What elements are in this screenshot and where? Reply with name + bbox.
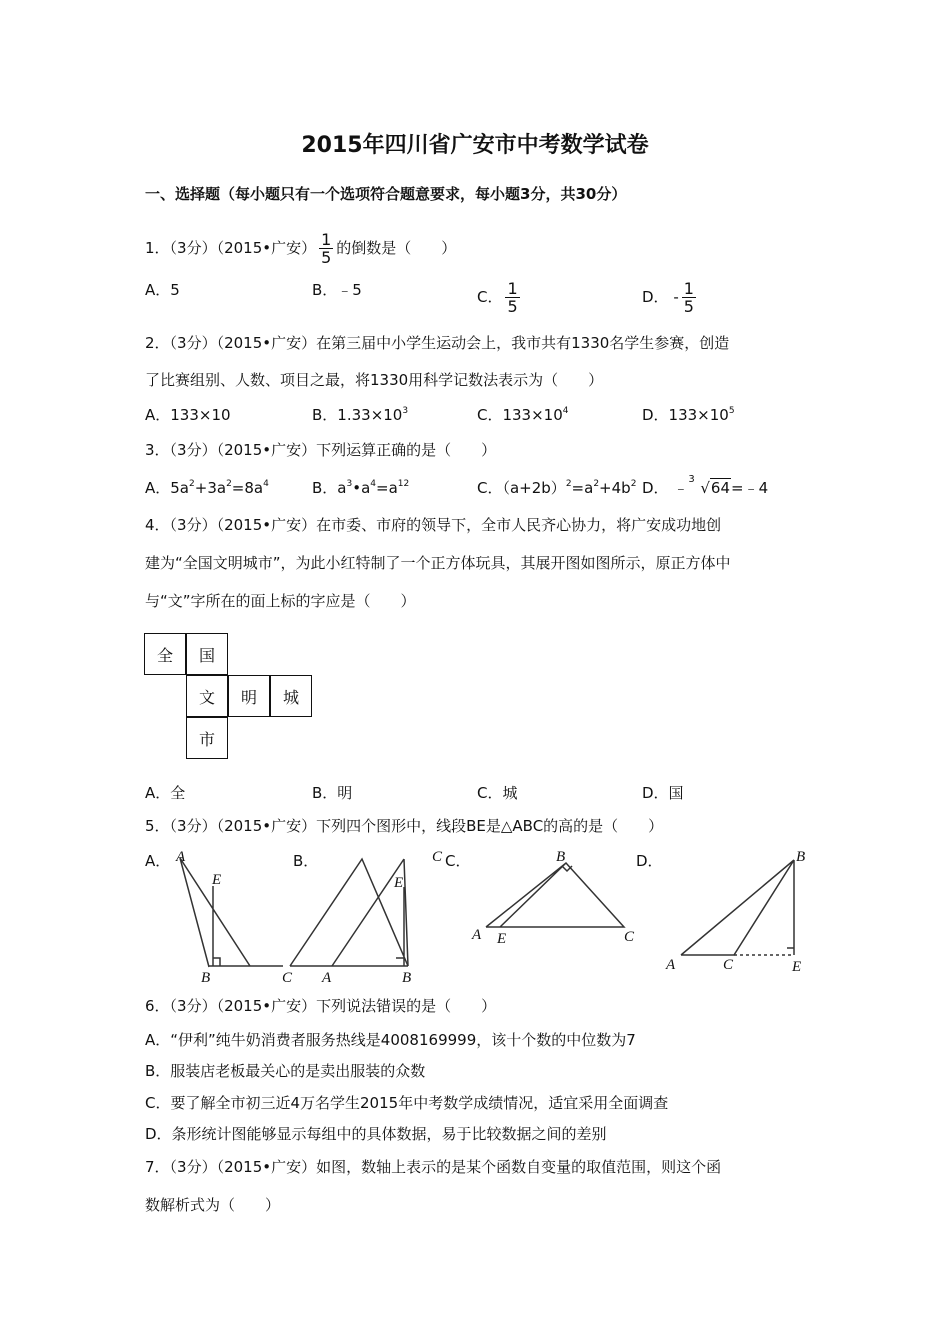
figure-c <box>471 849 635 947</box>
q2-option-a: A．133×10 <box>145 406 231 424</box>
q6-option-d: D．条形统计图能够显示每组中的具体数据，易于比较数据之间的差别 <box>145 1125 607 1143</box>
net-cell: 国 <box>186 633 228 675</box>
exponent: 3 <box>402 406 409 416</box>
question-4-line-2: 建为“全国文明城市”，为此小红特制了一个正方体玩具，其展开图如图所示，原正方体中 <box>145 554 731 572</box>
point-label: C <box>282 970 293 986</box>
denominator: 5 <box>321 248 332 267</box>
section-heading: 一、选择题（每小题只有一个选项符合题意要求，每小题3分，共30分） <box>145 185 627 203</box>
point-label: E <box>212 872 222 888</box>
text: D．133×10 <box>642 406 729 424</box>
point-label: C <box>723 957 734 973</box>
q4-option-b: B．明 <box>312 784 353 802</box>
point-label: B <box>201 970 211 986</box>
point-label: A <box>472 927 482 943</box>
question-3: 3．（3分）（2015•广安）下列运算正确的是（ ） <box>145 441 497 459</box>
point-label: E <box>394 875 404 891</box>
question-2-line-2: 了比赛组别、人数、项目之最，将1330用科学记数法表示为（ ） <box>145 371 604 389</box>
point-label: E <box>497 931 507 947</box>
net-cell: 明 <box>228 675 270 717</box>
q3-option-d: D． ﹣ 3 √64=﹣4 <box>642 478 768 498</box>
q3-option-a: A．$5a^2+3a^2=8a^4$ <box>145 479 269 497</box>
q5-option-c-label: C． <box>445 852 471 870</box>
text: C．133×10 <box>477 406 563 424</box>
question-2-line-1: 2．（3分）（2015•广安）在第三届中小学生运动会上，我市共有1330名学生参赛，创造 <box>145 334 730 352</box>
numerator: 1 <box>507 279 518 298</box>
question-7-line-2: 数解析式为（ ） <box>145 1196 281 1214</box>
q5-option-d-label: D． <box>636 852 663 870</box>
q3-option-c: C．$(a+2b)^2=a^2+4b^2$ <box>477 479 637 497</box>
net-cell: 市 <box>186 717 228 759</box>
figure-b <box>290 849 443 986</box>
q4-option-a: A．全 <box>145 784 186 802</box>
label: D． <box>642 288 669 306</box>
numerator: 1 <box>683 279 694 298</box>
label: A． <box>145 479 171 497</box>
q6-option-c: C．要了解全市初三近4万名学生2015年中考数学成绩情况，适宜采用全面调查 <box>145 1094 669 1112</box>
q5-option-b-label: B． <box>293 852 319 870</box>
sign: - <box>673 288 679 306</box>
question-4-line-3: 与“文”字所在的面上标的字应是（ ） <box>145 592 416 610</box>
q4-option-c: C．城 <box>477 784 518 802</box>
figure-a <box>175 849 293 986</box>
point-label: B <box>556 849 566 865</box>
q1-suffix: 的倒数是（ ） <box>336 239 457 257</box>
root-index: 3 <box>688 474 695 485</box>
denominator: 5 <box>683 297 694 316</box>
net-cell: 文 <box>186 675 228 717</box>
q4-option-d: D．国 <box>642 784 684 802</box>
q3-option-b: B．$a^3•a^4=a^{12}$ <box>312 479 410 497</box>
text: =﹣4 <box>731 479 769 497</box>
question-5: 5．（3分）（2015•广安）下列四个图形中，线段BE是△ABC的高的是（ ） <box>145 817 664 835</box>
exponent: 5 <box>728 406 735 416</box>
q6-option-b: B．服装店老板最关心的是卖出服装的众数 <box>145 1062 426 1080</box>
numerator: 1 <box>321 230 332 249</box>
q5-option-a-label: A． <box>145 852 171 870</box>
q1-prefix: 1．（3分）（2015•广安） <box>145 239 317 257</box>
exponent: 4 <box>562 406 569 416</box>
q6-option-a: A．“伊利”纯牛奶消费者服务热线是4008169999，该十个数的中位数为7 <box>145 1031 636 1049</box>
label: C． <box>477 479 503 497</box>
question-6: 6．（3分）（2015•广安）下列说法错误的是（ ） <box>145 997 497 1015</box>
page-title: 2015年四川省广安市中考数学试卷 <box>301 133 649 158</box>
figure-d <box>665 849 805 975</box>
label: C． <box>477 288 503 306</box>
text: B．1.33×10 <box>312 406 403 424</box>
point-label: C <box>624 929 635 945</box>
denominator: 5 <box>507 297 518 316</box>
net-cell: 全 <box>144 633 186 675</box>
point-label: A <box>176 849 186 865</box>
question-4-line-1: 4．（3分）（2015•广安）在市委、市府的领导下，全市人民齐心协力，将广安成功地创 <box>145 516 722 534</box>
label: D． <box>642 479 669 497</box>
label: B． <box>312 479 338 497</box>
point-label: B <box>796 849 806 865</box>
point-label: A <box>666 957 676 973</box>
question-7-line-1: 7．（3分）（2015•广安）如图，数轴上表示的是某个函数自变量的取值范围，则这个函 <box>145 1158 722 1176</box>
point-label: B <box>402 970 412 986</box>
point-label: C <box>432 849 443 865</box>
net-cell: 城 <box>270 675 312 717</box>
point-label: A <box>322 970 332 986</box>
radicand: 64 <box>710 479 730 497</box>
point-label: E <box>792 959 802 975</box>
cube-root: 3 √64 <box>688 478 731 498</box>
q1-option-b: B．﹣5 <box>312 281 362 299</box>
q1-option-a: A．5 <box>145 281 180 299</box>
